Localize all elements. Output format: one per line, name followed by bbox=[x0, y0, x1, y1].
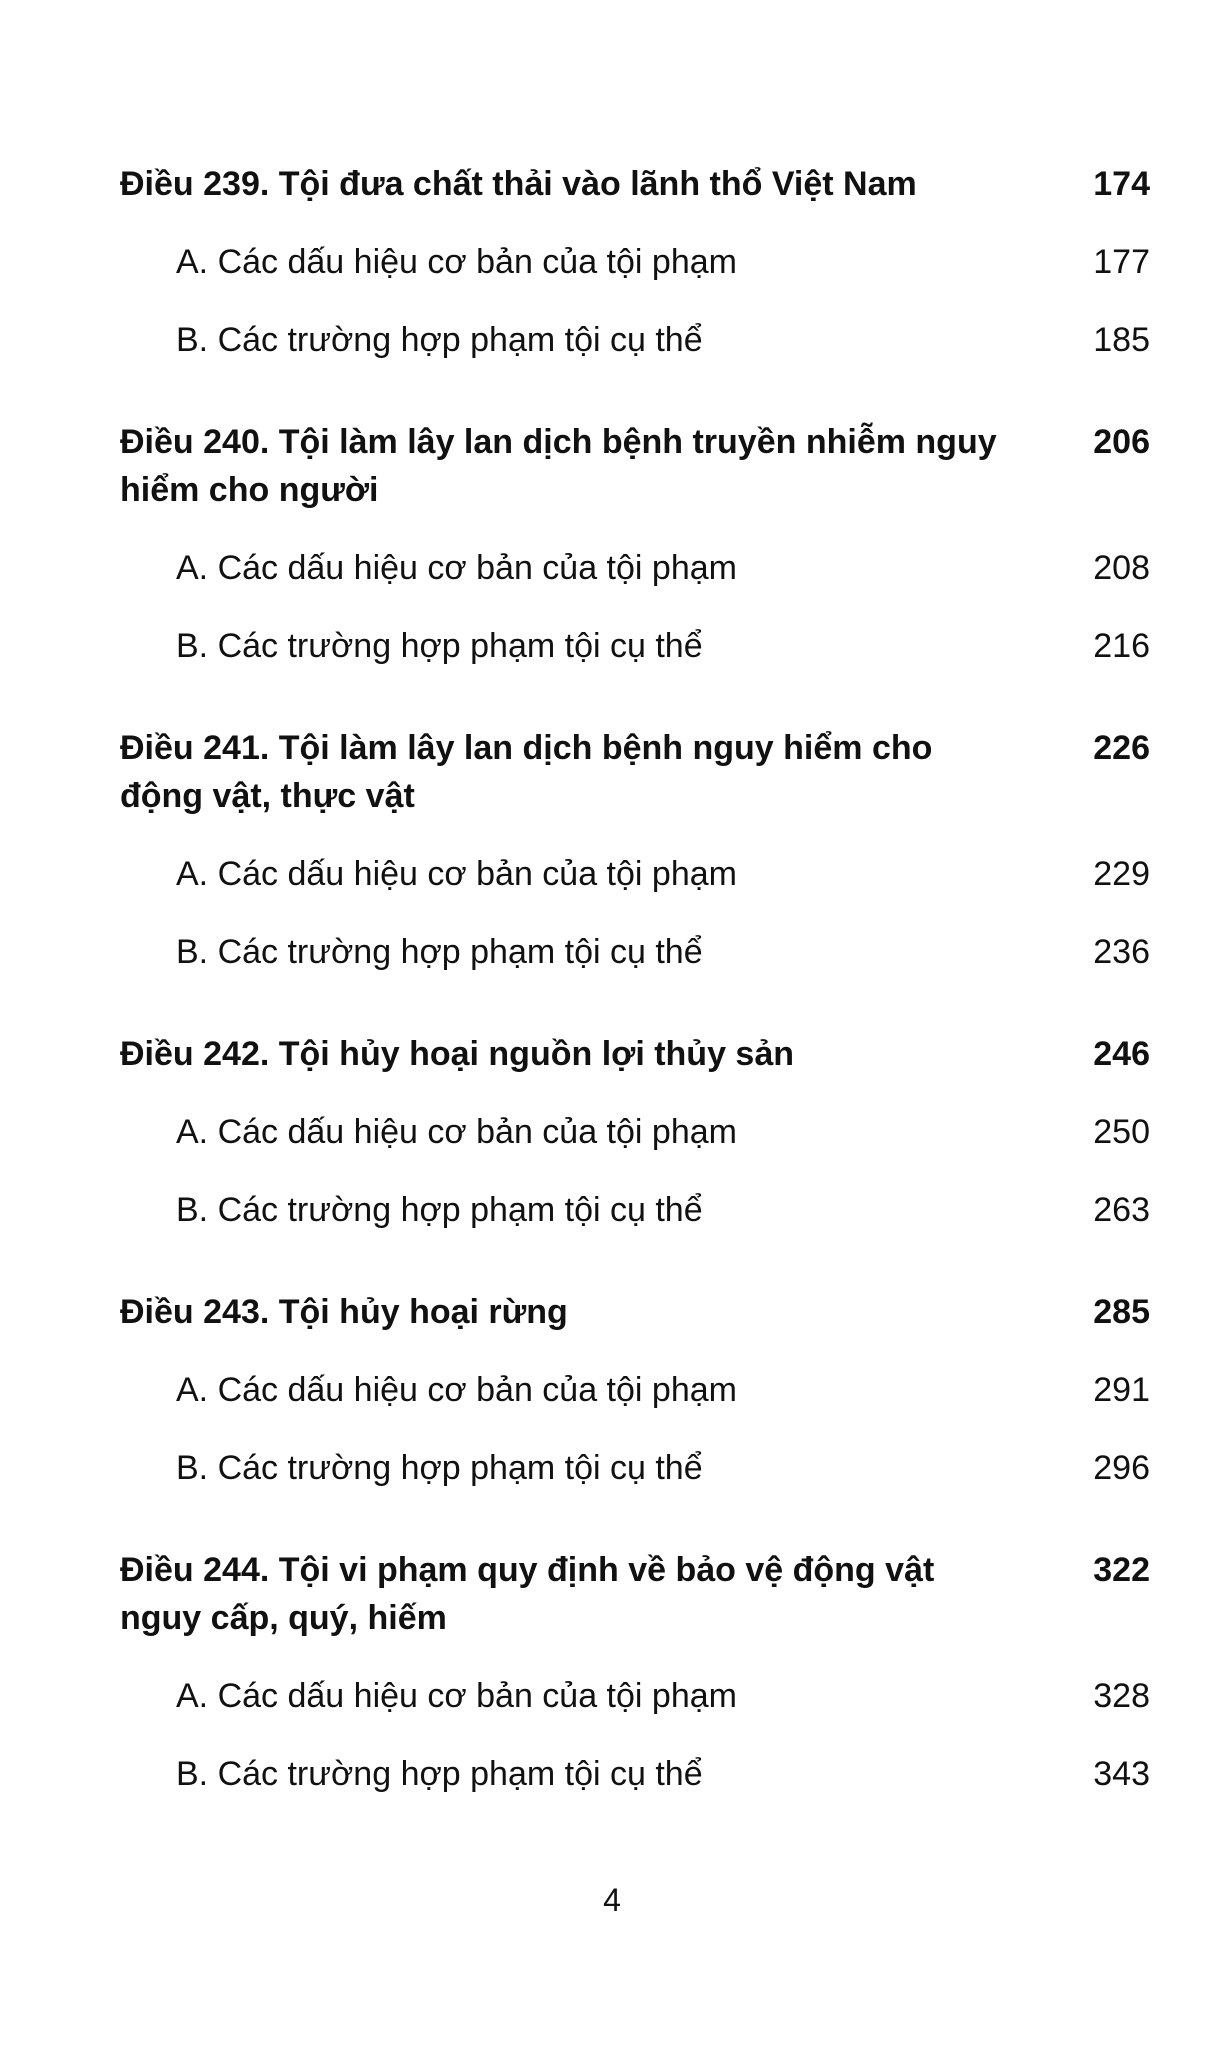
page-number: 4 bbox=[603, 1882, 621, 1918]
toc-subentry bbox=[120, 1186, 1150, 1234]
toc-subentry bbox=[120, 1366, 1150, 1414]
subentry-page-number: 343 bbox=[1093, 1755, 1150, 1793]
subentry-label: A. Các dấu hiệu cơ bản của tội phạm bbox=[176, 855, 737, 893]
toc-entry-242 bbox=[120, 1030, 1150, 1234]
toc-entry-240 bbox=[120, 418, 1150, 670]
subentry-page-number: 296 bbox=[1093, 1449, 1150, 1487]
subentry-label: A. Các dấu hiệu cơ bản của tội phạm bbox=[176, 1677, 737, 1715]
subentry-page-number: 263 bbox=[1093, 1191, 1150, 1229]
toc-subentry bbox=[120, 544, 1150, 592]
toc-subentry bbox=[120, 1672, 1150, 1720]
subentry-label: A. Các dấu hiệu cơ bản của tội phạm bbox=[176, 1113, 737, 1151]
article-heading bbox=[120, 724, 1150, 820]
article-heading bbox=[120, 160, 1150, 208]
table-of-contents bbox=[120, 160, 1150, 1798]
subentry-label: B. Các trường hợp phạm tội cụ thể bbox=[176, 1449, 703, 1487]
subentry-page-number: 291 bbox=[1093, 1371, 1150, 1409]
subentry-label: B. Các trường hợp phạm tội cụ thể bbox=[176, 627, 703, 665]
article-title: Điều 242. Tội hủy hoại nguồn lợi thủy sản bbox=[120, 1035, 795, 1073]
subentry-page-number: 208 bbox=[1093, 549, 1150, 587]
toc-entry-243 bbox=[120, 1288, 1150, 1492]
toc-subentry bbox=[120, 316, 1150, 364]
toc-subentry bbox=[120, 1750, 1150, 1798]
article-title: Điều 239. Tội đưa chất thải vào lãnh thổ Việt Nam bbox=[120, 165, 917, 203]
subentry-page-number: 177 bbox=[1093, 243, 1150, 281]
toc-entry-239 bbox=[120, 160, 1150, 364]
article-heading bbox=[120, 418, 1150, 514]
subentry-page-number: 229 bbox=[1093, 855, 1150, 893]
article-page-number: 322 bbox=[1093, 1551, 1150, 1589]
article-page-number: 285 bbox=[1093, 1293, 1150, 1331]
subentry-label: B. Các trường hợp phạm tội cụ thể bbox=[176, 1191, 703, 1229]
subentry-page-number: 185 bbox=[1093, 321, 1150, 359]
article-title: Điều 244. Tội vi phạm quy định về bảo vệ động vật nguy cấp, quý, hiếm bbox=[120, 1551, 935, 1637]
article-title: Điều 240. Tội làm lây lan dịch bệnh truyền nhiễm nguy hiểm cho người bbox=[120, 423, 997, 509]
article-title: Điều 243. Tội hủy hoại rừng bbox=[120, 1293, 568, 1331]
subentry-label: A. Các dấu hiệu cơ bản của tội phạm bbox=[176, 549, 737, 587]
article-page-number: 226 bbox=[1093, 729, 1150, 767]
toc-subentry bbox=[120, 238, 1150, 286]
subentry-label: A. Các dấu hiệu cơ bản của tội phạm bbox=[176, 243, 737, 281]
toc-entry-244 bbox=[120, 1546, 1150, 1798]
toc-subentry bbox=[120, 850, 1150, 898]
toc-subentry bbox=[120, 1444, 1150, 1492]
article-page-number: 206 bbox=[1093, 423, 1150, 461]
subentry-page-number: 216 bbox=[1093, 627, 1150, 665]
toc-subentry bbox=[120, 1108, 1150, 1156]
subentry-page-number: 328 bbox=[1093, 1677, 1150, 1715]
article-heading bbox=[120, 1546, 1150, 1642]
toc-subentry bbox=[120, 622, 1150, 670]
subentry-page-number: 236 bbox=[1093, 933, 1150, 971]
subentry-page-number: 250 bbox=[1093, 1113, 1150, 1151]
subentry-label: A. Các dấu hiệu cơ bản của tội phạm bbox=[176, 1371, 737, 1409]
subentry-label: B. Các trường hợp phạm tội cụ thể bbox=[176, 933, 703, 971]
article-page-number: 246 bbox=[1093, 1035, 1150, 1073]
article-title: Điều 241. Tội làm lây lan dịch bệnh nguy hiểm cho động vật, thực vật bbox=[120, 729, 933, 815]
subentry-label: B. Các trường hợp phạm tội cụ thể bbox=[176, 321, 703, 359]
article-heading bbox=[120, 1030, 1150, 1078]
subentry-label: B. Các trường hợp phạm tội cụ thể bbox=[176, 1755, 703, 1793]
article-heading bbox=[120, 1288, 1150, 1336]
toc-subentry bbox=[120, 928, 1150, 976]
article-page-number: 174 bbox=[1093, 165, 1150, 203]
toc-entry-241 bbox=[120, 724, 1150, 976]
